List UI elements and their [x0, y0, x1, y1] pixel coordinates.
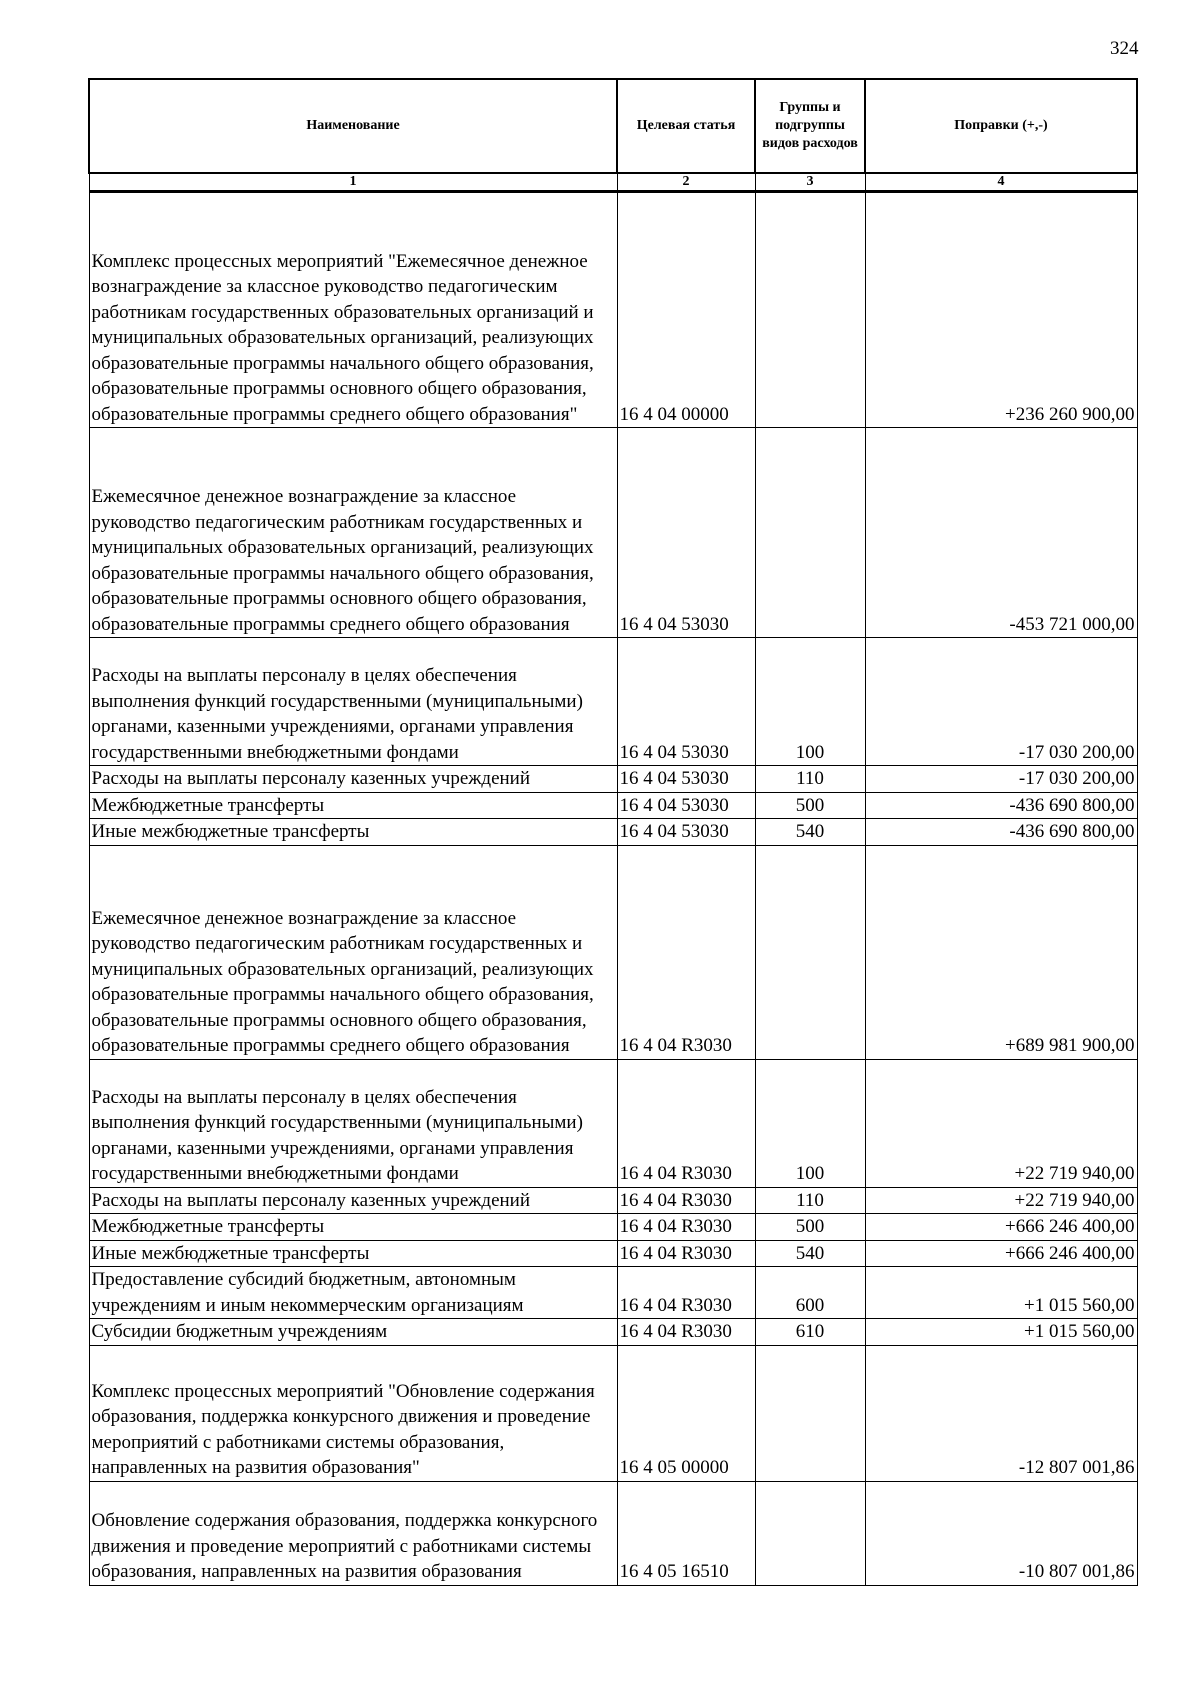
column-number: 4: [865, 173, 1137, 192]
row-target-article: 16 4 04 R3030: [617, 1187, 755, 1214]
row-name: Комплекс процессных мероприятий "Обновление содержания образования, поддержка конкурсного движения и проведение мероприятий с работниками системы образования, направленных на развития образования": [89, 1345, 617, 1481]
row-expense-group: 100: [755, 1059, 865, 1187]
row-expense-group: 540: [755, 1240, 865, 1267]
row-expense-group: 610: [755, 1319, 865, 1346]
row-amendment-amount: -17 030 200,00: [865, 766, 1137, 793]
table-row: [89, 1319, 1137, 1346]
row-target-article: 16 4 04 53030: [617, 819, 755, 846]
row-target-article: 16 4 05 00000: [617, 1345, 755, 1481]
row-expense-group: 500: [755, 1214, 865, 1241]
row-expense-group: [755, 192, 865, 428]
table-row: [89, 1267, 1137, 1319]
table-row: [89, 845, 1137, 1059]
row-amendment-amount: +236 260 900,00: [865, 192, 1137, 428]
header-name: Наименование: [89, 79, 617, 173]
row-target-article: 16 4 04 53030: [617, 638, 755, 766]
row-amendment-amount: -12 807 001,86: [865, 1345, 1137, 1481]
table-row: [89, 638, 1137, 766]
row-name: Ежемесячное денежное вознаграждение за классное руководство педагогическим работникам государственных и муниципальных образовательных организаций, реализующих образовательные программы начального общего образования, образовательные программы основного общего образования, образовательные программы среднего общего образования: [89, 845, 617, 1059]
row-target-article: 16 4 05 16510: [617, 1481, 755, 1585]
row-amendment-amount: +22 719 940,00: [865, 1059, 1137, 1187]
row-expense-group: [755, 1345, 865, 1481]
page-number: 324: [1110, 38, 1139, 59]
table-row: [89, 1059, 1137, 1187]
row-name: Субсидии бюджетным учреждениям: [89, 1319, 617, 1346]
header-row: [89, 79, 1137, 173]
row-name: Иные межбюджетные трансферты: [89, 1240, 617, 1267]
column-number: 2: [617, 173, 755, 192]
row-name: Расходы на выплаты персоналу в целях обеспечения выполнения функций государственными (муниципальными) органами, казенными учреждениями, органами управления государственными внебюджетными фондами: [89, 1059, 617, 1187]
table-row: [89, 766, 1137, 793]
header-amendments: Поправки (+,-): [865, 79, 1137, 173]
row-name: Иные межбюджетные трансферты: [89, 819, 617, 846]
row-target-article: 16 4 04 R3030: [617, 1059, 755, 1187]
row-name: Расходы на выплаты персоналу казенных учреждений: [89, 1187, 617, 1214]
row-target-article: 16 4 04 R3030: [617, 1267, 755, 1319]
row-expense-group: [755, 845, 865, 1059]
row-target-article: 16 4 04 53030: [617, 766, 755, 793]
row-name: Расходы на выплаты персоналу в целях обеспечения выполнения функций государственными (муниципальными) органами, казенными учреждениями, органами управления государственными внебюджетными фондами: [89, 638, 617, 766]
header-expense-groups: Группы и подгруппы видов расходов: [755, 79, 865, 173]
row-name: Обновление содержания образования, поддержка конкурсного движения и проведение мероприятий с работниками системы образования, направленных на развития образования: [89, 1481, 617, 1585]
row-target-article: 16 4 04 53030: [617, 792, 755, 819]
table-row: [89, 1187, 1137, 1214]
row-amendment-amount: -10 807 001,86: [865, 1481, 1137, 1585]
row-amendment-amount: -17 030 200,00: [865, 638, 1137, 766]
row-target-article: 16 4 04 00000: [617, 192, 755, 428]
table-row: [89, 792, 1137, 819]
row-amendment-amount: -436 690 800,00: [865, 792, 1137, 819]
row-target-article: 16 4 04 R3030: [617, 1240, 755, 1267]
row-target-article: 16 4 04 R3030: [617, 1319, 755, 1346]
budget-table: [88, 78, 1138, 1586]
row-amendment-amount: +1 015 560,00: [865, 1319, 1137, 1346]
table-row: [89, 819, 1137, 846]
row-name: Расходы на выплаты персоналу казенных учреждений: [89, 766, 617, 793]
row-expense-group: [755, 1481, 865, 1585]
column-number: 3: [755, 173, 865, 192]
row-expense-group: 540: [755, 819, 865, 846]
table-row: [89, 1240, 1137, 1267]
row-target-article: 16 4 04 R3030: [617, 1214, 755, 1241]
column-number: 1: [89, 173, 617, 192]
row-amendment-amount: -436 690 800,00: [865, 819, 1137, 846]
row-amendment-amount: +22 719 940,00: [865, 1187, 1137, 1214]
row-expense-group: 110: [755, 766, 865, 793]
row-expense-group: 500: [755, 792, 865, 819]
table-row: [89, 1214, 1137, 1241]
table-row: [89, 428, 1137, 638]
row-amendment-amount: +666 246 400,00: [865, 1214, 1137, 1241]
row-amendment-amount: +1 015 560,00: [865, 1267, 1137, 1319]
row-name: Предоставление субсидий бюджетным, автономным учреждениям и иным некоммерческим организациям: [89, 1267, 617, 1319]
row-name: Межбюджетные трансферты: [89, 792, 617, 819]
table-row: [89, 1481, 1137, 1585]
table-row: [89, 192, 1137, 428]
row-name: Межбюджетные трансферты: [89, 1214, 617, 1241]
row-expense-group: 110: [755, 1187, 865, 1214]
table-row: [89, 1345, 1137, 1481]
row-target-article: 16 4 04 53030: [617, 428, 755, 638]
row-expense-group: 600: [755, 1267, 865, 1319]
row-amendment-amount: +666 246 400,00: [865, 1240, 1137, 1267]
row-amendment-amount: +689 981 900,00: [865, 845, 1137, 1059]
row-name: Комплекс процессных мероприятий "Ежемесячное денежное вознаграждение за классное руководство педагогическим работникам государственных образовательных организаций и муниципальных образовательных организаций, реализующих образовательные программы начального общего образования, образовательные программы основного общего образования, образовательные программы среднего общего образования": [89, 192, 617, 428]
row-expense-group: 100: [755, 638, 865, 766]
header-target-article: Целевая статья: [617, 79, 755, 173]
column-number-row: [89, 173, 1137, 192]
row-expense-group: [755, 428, 865, 638]
row-amendment-amount: -453 721 000,00: [865, 428, 1137, 638]
row-target-article: 16 4 04 R3030: [617, 845, 755, 1059]
row-name: Ежемесячное денежное вознаграждение за классное руководство педагогическим работникам государственных и муниципальных образовательных организаций, реализующих образовательные программы начального общего образования, образовательные программы основного общего образования, образовательные программы среднего общего образования: [89, 428, 617, 638]
